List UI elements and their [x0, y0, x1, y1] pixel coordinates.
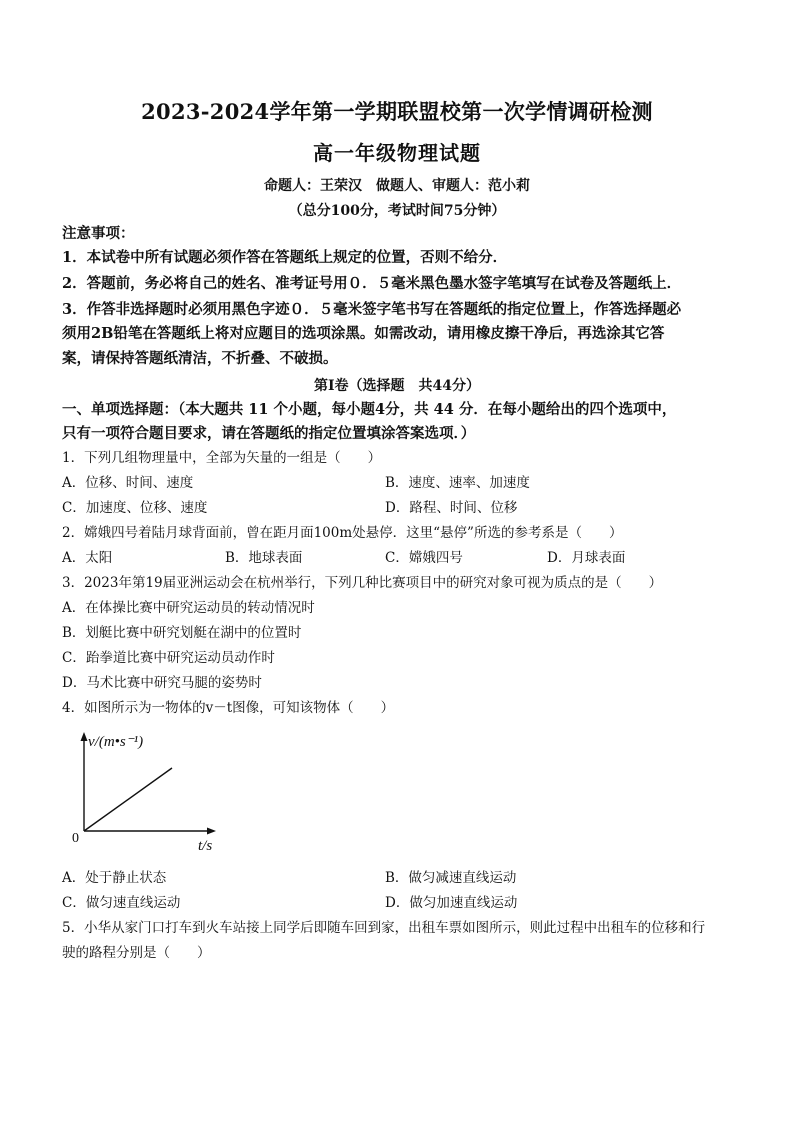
q2-stem: 2．嫦娥四号着陆月球背面前，曾在距月面100m处悬停．这里“悬停”所选的参考系是（ ）	[62, 525, 623, 541]
q2-option-b: B．地球表面	[225, 550, 303, 566]
q2-option-a: A．太阳	[62, 550, 113, 566]
q4-option-b: B．做匀减速直线运动	[385, 870, 517, 886]
note-item-2: 2．答题前，务必将自己的姓名、准考证号用０．５毫米黑色墨水签字笔填写在试卷及答题纸上．	[62, 275, 682, 292]
q4-stem: 4．如图所示为一物体的v－t图像，可知该物体（ ）	[62, 700, 395, 716]
q1-option-c: C．加速度、位移、速度	[62, 500, 208, 516]
q3-option-d: D．马术比赛中研究马腿的姿势时	[62, 675, 262, 691]
notes-heading: 注意事项：	[62, 225, 135, 242]
q2-option-d: D．月球表面	[547, 550, 626, 566]
q1-option-a: A．位移、时间、速度	[62, 475, 194, 491]
note-item-3-end: 案，请保持答题纸清洁，不折叠、不破损。	[62, 350, 338, 367]
q4-option-a: A．处于静止状态	[62, 870, 167, 886]
section-title: 第Ⅰ卷（选择题 共44分）	[313, 378, 481, 394]
q5-stem: 5．小华从家门口打车到火车站接上同学后即随车回到家，出租车票如图所示，则此过程中出租车的位移和行	[62, 920, 706, 936]
graph-x-arrow	[207, 828, 216, 835]
q4-option-d: D．做匀加速直线运动	[385, 895, 518, 911]
q3-option-a: A．在体操比赛中研究运动员的转动情况时	[62, 600, 315, 616]
q5-stem-cont: 驶的路程分别是（ ）	[62, 945, 211, 961]
graph-vt-line	[84, 768, 172, 831]
note-item-3-cont: 须用2B铅笔在答题纸上将对应题目的选项涂黑。如需改动，请用橡皮擦干净后，再选涂其它答	[62, 325, 665, 342]
graph-origin-label: 0	[72, 831, 79, 846]
q1-stem: 1．下列几组物理量中，全部为矢量的一组是（ ）	[62, 450, 382, 466]
graph-x-label: t/s	[198, 838, 213, 854]
q3-option-c: C．跆拳道比赛中研究运动员动作时	[62, 650, 275, 666]
q1-option-b: B．速度、速率、加速度	[385, 475, 530, 491]
q3-stem: 3．2023年第19届亚洲运动会在杭州举行，下列几种比赛项目中的研究对象可视为质点的是（ ）	[62, 575, 663, 591]
note-item-3: 3．作答非选择题时必须用黑色字迹０．５毫米签字笔书写在答题纸的指定位置上，作答选择题必	[62, 301, 682, 318]
note-item-1: 1．本试卷中所有试题必须作答在答题纸上规定的位置，否则不给分．	[62, 249, 508, 266]
q4-option-c: C．做匀速直线运动	[62, 895, 181, 911]
q2-option-c: C．嫦娥四号	[385, 550, 463, 566]
exam-authors: 命题人：王荣汉 做题人、审题人：范小莉	[264, 178, 530, 194]
q4-vt-graph	[68, 730, 228, 855]
part-heading-cont: 只有一项符合题目要求，请在答题纸的指定位置填涂答案选项．）	[62, 425, 476, 442]
graph-y-arrow	[81, 732, 88, 741]
q3-option-b: B．划艇比赛中研究划艇在湖中的位置时	[62, 625, 302, 641]
q1-option-d: D．路程、时间、位移	[385, 500, 518, 516]
graph-y-label: v/(m•s⁻¹)	[88, 734, 144, 750]
exam-title: 2023-2024学年第一学期联盟校第一次学情调研检测	[141, 99, 653, 124]
exam-info: （总分100分，考试时间75分钟）	[288, 203, 506, 219]
part-heading: 一、单项选择题：（本大题共 11 个小题，每小题4分，共 44 分．在每小题给出的四个选项中，	[62, 401, 677, 418]
exam-subtitle: 高一年级物理试题	[313, 141, 481, 165]
